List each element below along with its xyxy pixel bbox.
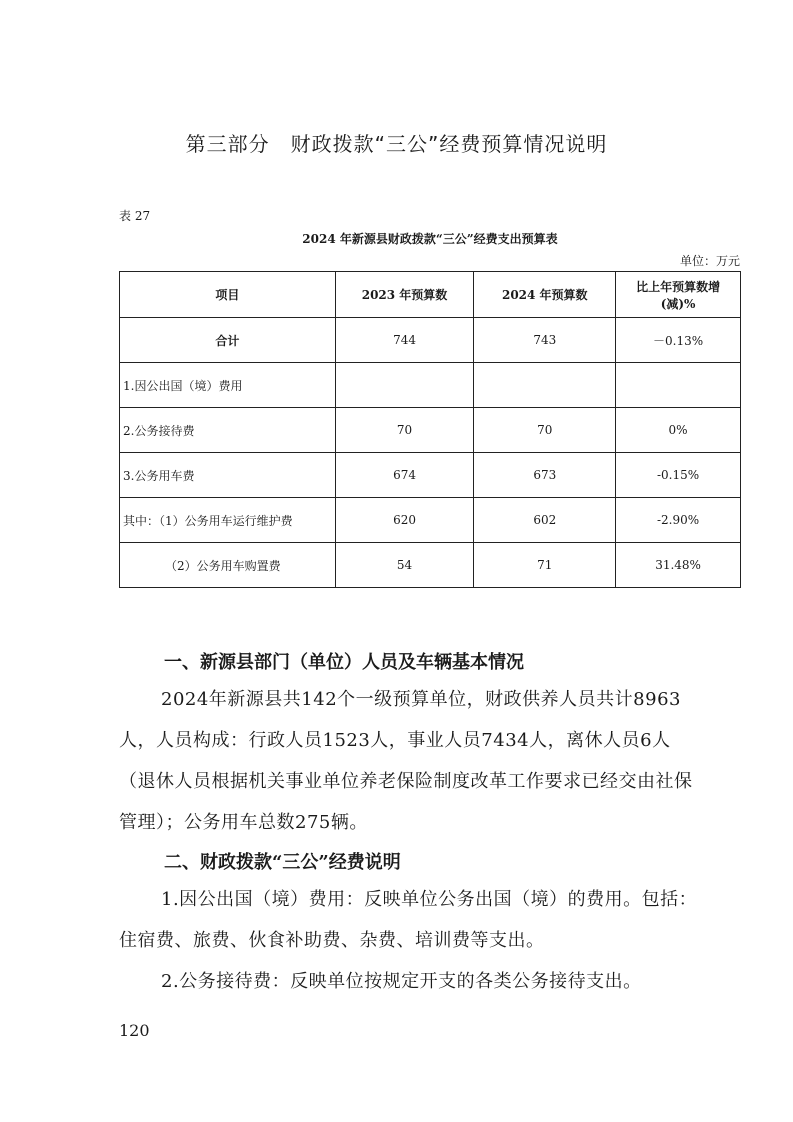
row-change: －0.13% <box>616 318 741 363</box>
table-row <box>120 498 741 543</box>
row-name: 2.公务接待费 <box>120 408 336 453</box>
row-2023 <box>335 363 474 408</box>
section-1-heading: 一、新源县部门（单位）人员及车辆基本情况 <box>164 652 524 673</box>
row-name: （2）公务用车购置费 <box>120 543 336 588</box>
table-row <box>120 543 741 588</box>
section-2-heading: 二、财政拨款“三公”经费说明 <box>164 852 401 873</box>
section-1-paragraph: 2024年新源县共142个一级预算单位，财政供养人员共计8963人，人员构成：行政人员1523人，事业人员7434人，离休人员6人（退休人员根据机关事业单位养老保险制度改革工作要求已经交由社保管理）；公务用车总数275辆。 <box>119 689 693 833</box>
section-2-paragraph-2: 2.公务接待费：反映单位按规定开支的各类公务接待支出。 <box>161 971 642 992</box>
row-2024: 673 <box>474 453 616 498</box>
row-2024: 743 <box>474 318 616 363</box>
table-header-row <box>120 272 741 318</box>
row-name: 其中：（1）公务用车运行维护费 <box>120 498 336 543</box>
row-name: 3.公务用车费 <box>120 453 336 498</box>
row-change <box>616 363 741 408</box>
row-change: 0% <box>616 408 741 453</box>
row-2023: 674 <box>335 453 474 498</box>
header-2024: 2024 年预算数 <box>474 272 616 318</box>
row-change: 31.48% <box>616 543 741 588</box>
row-2023: 70 <box>335 408 474 453</box>
row-change: -2.90% <box>616 498 741 543</box>
unit-label: 单位：万元 <box>679 254 740 268</box>
row-2024: 70 <box>474 408 616 453</box>
row-2023: 744 <box>335 318 474 363</box>
table-title: 2024 年新源县财政拨款“三公”经费支出预算表 <box>302 232 558 246</box>
row-2024: 71 <box>474 543 616 588</box>
table-row <box>120 453 741 498</box>
section-2-paragraph-1: 1.因公出国（境）费用：反映单位公务出国（境）的费用。包括：住宿费、旅费、伙食补助费、杂费、培训费等支出。 <box>119 889 698 951</box>
row-2024: 602 <box>474 498 616 543</box>
page-number: 120 <box>119 1021 150 1040</box>
page-title: 第三部分 财政拨款“三公”经费预算情况说明 <box>185 132 608 156</box>
table-row <box>120 318 741 363</box>
budget-table <box>119 271 741 588</box>
row-name: 1.因公出国（境）费用 <box>120 363 336 408</box>
row-2024 <box>474 363 616 408</box>
row-2023: 620 <box>335 498 474 543</box>
row-2023: 54 <box>335 543 474 588</box>
table-row <box>120 408 741 453</box>
header-item: 项目 <box>120 272 336 318</box>
table-number: 表 27 <box>119 209 151 223</box>
header-2023: 2023 年预算数 <box>335 272 474 318</box>
table-row <box>120 363 741 408</box>
row-name: 合计 <box>120 318 336 363</box>
row-change: -0.15% <box>616 453 741 498</box>
header-change: 比上年预算数增(减)% <box>616 272 741 318</box>
